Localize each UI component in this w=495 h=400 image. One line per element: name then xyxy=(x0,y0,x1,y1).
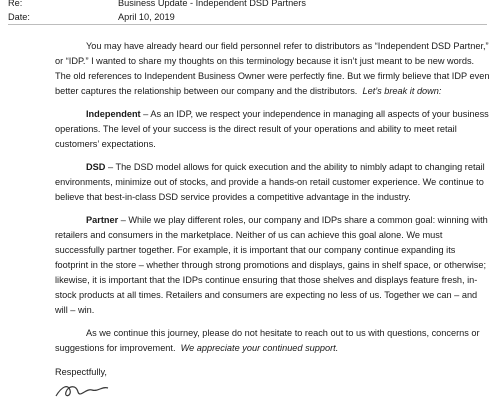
paragraph-intro xyxy=(55,39,490,99)
re-value: Business Update - Independent DSD Partners xyxy=(118,0,306,8)
partner-text: – While we play different roles, our company and IDPs share a common goal: winning with retailers and consumers in the marketplace. Neither of us can achieve this goal alone. We must successfully partner together. For example, it is important that our company continue expanding its footprint in the store – whether through strong promotions and displays, gains in shelf space, or otherwise; likewise, it is important that the IDPs continue ensuring that those shelves and displays feature fresh, in-stock products at all times. Retailers and consumers are expecting no less of us. Together we can – and will – win. xyxy=(55,215,488,315)
date-row xyxy=(8,10,408,24)
memo-header xyxy=(8,0,408,24)
re-row xyxy=(8,0,408,10)
independent-text: – As an IDP, we respect your independence in managing all aspects of your business operations. The level of your success is the direct result of your operations and ability to meet retail customers’ expectations. xyxy=(55,109,489,149)
closing-italic: We appreciate your continued support. xyxy=(180,343,339,353)
header-divider xyxy=(8,24,487,25)
date-label: Date: xyxy=(8,12,30,22)
term-partner: Partner xyxy=(86,215,119,225)
intro-italic: Let’s break it down: xyxy=(362,86,442,96)
date-value: April 10, 2019 xyxy=(118,12,175,22)
letter-body xyxy=(55,39,490,380)
re-label: Re: xyxy=(8,0,23,8)
paragraph-independent xyxy=(55,107,490,152)
signature-image xyxy=(52,380,112,400)
closing-text: As we continue this journey, please do not hesitate to reach out to us with questions, concerns or suggestions for improvement. xyxy=(55,328,480,353)
paragraph-closing xyxy=(55,326,490,356)
paragraph-partner xyxy=(55,213,490,318)
intro-text: You may have already heard our field personnel refer to distributors as “Independent DSD Partner,” or “IDP.” I wanted to share my thoughts on this terminology because it isn’t just meant to be new words. The old references to Independent Business Owner were perfectly fine. But we firmly believe that IDP even better captures the relationship between our company and the distributors. xyxy=(55,41,490,96)
sign-off: Respectfully, xyxy=(55,367,107,377)
term-independent: Independent xyxy=(86,109,141,119)
dsd-text: – The DSD model allows for quick execution and the ability to nimbly adapt to changing retail environments, minimize out of stocks, and provide a hands-on retail customer experience. We continue to believe that best-in-class DSD service provides a competitive advantage in the industry. xyxy=(55,162,485,202)
paragraph-dsd xyxy=(55,160,490,205)
term-dsd: DSD xyxy=(86,162,106,172)
